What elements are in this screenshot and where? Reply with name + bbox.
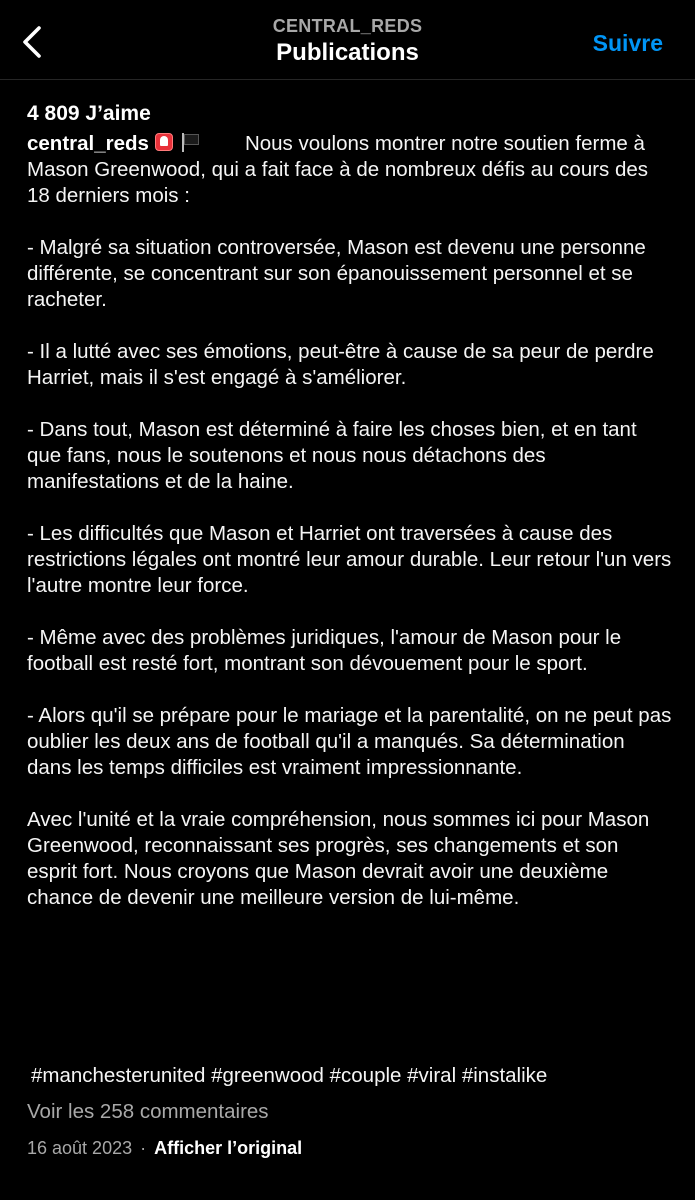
caption-paragraph: - Dans tout, Mason est déterminé à faire les choses bien, et en tant que fans, nous le soutenons et nous nous détachons des manifestations et de la haine. [27,418,637,493]
hashtag-link[interactable]: #manchesterunited [31,1064,206,1087]
black-flag-emoji-icon [179,131,201,153]
top-nav-bar [0,0,695,80]
caption-paragraph: - Les difficultés que Mason et Harriet ont traversées à cause des restrictions légales ont montré leur amour durable. Leur retour l'un vers l'autre montre leur force. [27,522,672,597]
caption-paragraph: - Il a lutté avec ses émotions, peut-être à cause de sa peur de perdre Harriet, mais il s'est engagé à s'améliorer. [27,340,654,389]
hashtag-list [31,1063,547,1089]
chevron-left-icon [21,25,43,59]
caption-paragraph: Avec l'unité et la vraie compréhension, nous sommes ici pour Mason Greenwood, reconnaissant ses progrès, ses changements et son esprit fort. Nous croyons que Mason devrait avoir une deuxième chance de devenir une meilleure version de lui-même. [27,808,650,909]
page-title: Publications [276,39,419,66]
caption-paragraph: - Alors qu'il se prépare pour le mariage et la parentalité, on ne peut pas oublier les deux ans de football qu'il a manqués. Sa détermination dans les temps difficiles est vraiment impressionnante. [27,704,672,779]
caption-intro-paragraph [27,131,672,209]
hashtag-link[interactable]: #greenwood [211,1064,324,1087]
likes-count[interactable]: 4 809 J’aime [27,102,151,125]
siren-emoji-icon [153,131,175,153]
caption-paragraph: - Même avec des problèmes juridiques, l'amour de Mason pour le football est resté fort, montrant son dévouement pour le sport. [27,626,622,675]
back-button[interactable] [14,22,50,62]
hashtag-link[interactable]: #instalike [461,1064,548,1087]
post-meta [27,1136,302,1160]
meta-separator: · [140,1138,147,1158]
show-original-button[interactable]: Afficher l’original [154,1138,303,1158]
post-caption [27,131,672,937]
header-title-block [120,14,575,68]
caption-paragraph: - Malgré sa situation controversée, Mason est devenu une personne différente, se concentrant sur son épanouissement personnel et se racheter. [27,236,646,311]
follow-button[interactable]: Suivre [592,30,663,56]
view-comments-link[interactable]: Voir les 258 commentaires [27,1100,269,1123]
caption-intro-text: Nous voulons montrer notre soutien ferme à Mason Greenwood, qui a fait face à de nombreux défis au cours des 18 derniers mois : [27,132,649,207]
hashtag-link[interactable]: #couple [329,1064,402,1087]
post-date: 16 août 2023 [27,1138,133,1158]
account-name: CENTRAL_REDS [272,16,423,36]
post-username[interactable]: central_reds [27,132,149,155]
hashtag-link[interactable]: #viral [407,1064,457,1087]
